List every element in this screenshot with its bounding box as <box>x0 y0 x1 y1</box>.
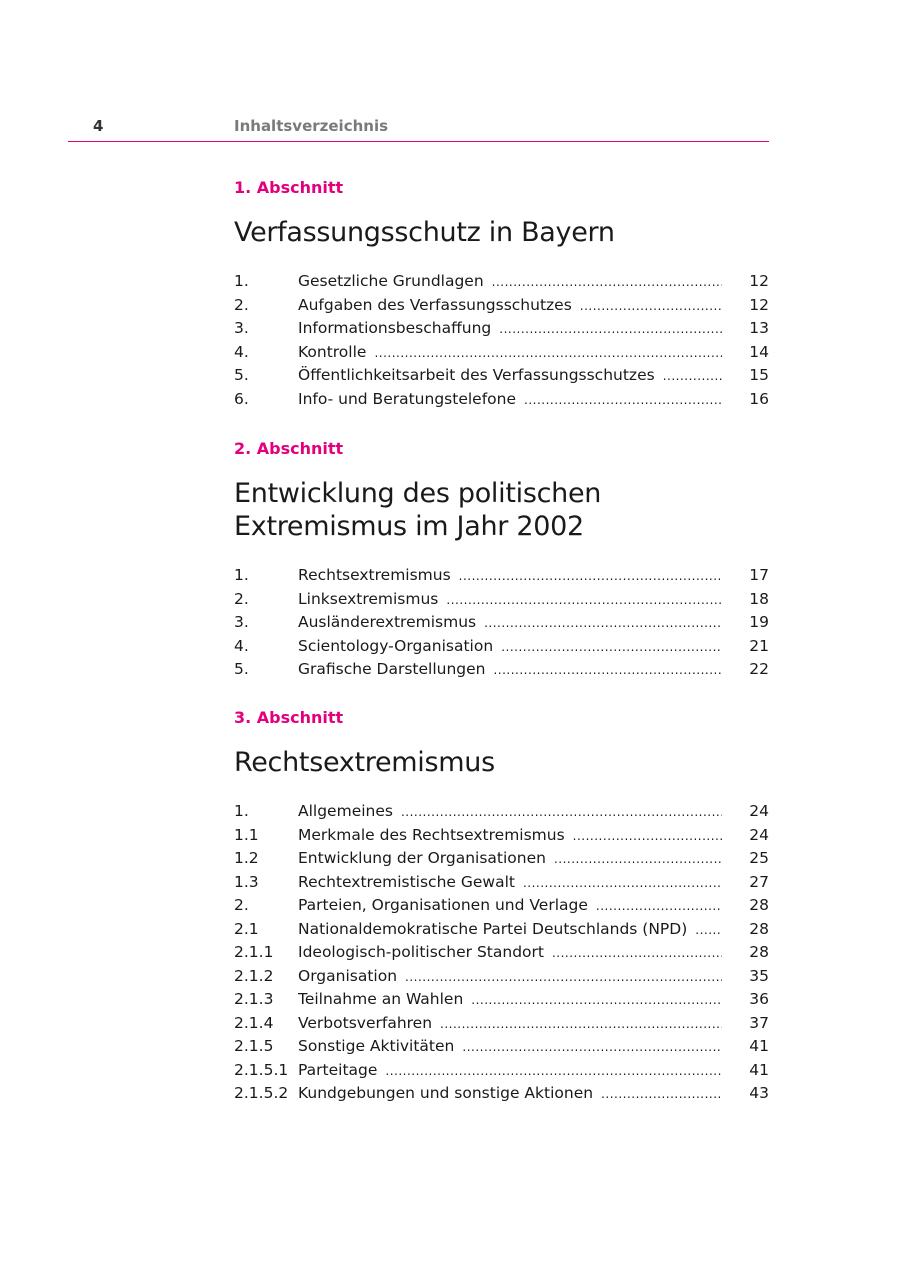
toc-entry-main <box>298 1035 722 1060</box>
dot-leader <box>462 1036 722 1060</box>
toc-entry-title: Parteitage <box>298 1060 378 1079</box>
toc-entry-number: 3. <box>234 319 249 337</box>
toc-entry-title: Scientology-Organisation <box>298 636 494 655</box>
toc-entry-title: Kundgebungen und sonstige Aktionen <box>298 1084 594 1102</box>
toc-entry-number: 2.1 <box>234 919 259 938</box>
section-label: 3. Abschnitt <box>234 708 344 727</box>
toc-entry <box>234 388 769 412</box>
toc-entry-page: 12 <box>749 295 769 314</box>
dot-leader <box>492 271 722 295</box>
toc-entry <box>234 611 769 635</box>
dot-leader <box>552 942 722 966</box>
toc-entry-page: 43 <box>749 1084 769 1102</box>
toc-entry <box>234 988 769 1012</box>
toc-entry-page: 25 <box>749 849 769 867</box>
toc-entry-number: 2. <box>234 896 249 914</box>
toc-entry-main <box>298 871 722 896</box>
toc-entry-title: Kontrolle <box>298 342 367 361</box>
toc-entry-page: 13 <box>749 319 769 337</box>
toc-entry-number: 1. <box>234 566 249 584</box>
toc-entry-main <box>298 941 722 966</box>
toc-entry-main <box>298 824 722 849</box>
section-title <box>234 216 769 249</box>
dot-leader <box>580 295 722 319</box>
toc-entry-main <box>298 800 722 825</box>
toc-entry-page: 21 <box>749 636 769 655</box>
toc-entry-title: Aufgaben des Verfassungsschutzes <box>298 295 572 314</box>
dot-leader <box>695 919 722 943</box>
toc-entry-page: 37 <box>749 1013 769 1032</box>
section-label: 2. Abschnitt <box>234 439 344 458</box>
toc-entry-title: Entwicklung der Organisationen <box>298 849 546 867</box>
toc-entry-number: 2.1.3 <box>234 990 274 1008</box>
toc-entry-page: 18 <box>749 589 769 608</box>
toc-entry-page: 12 <box>749 272 769 290</box>
toc-entry-title: Teilnahme an Wahlen <box>298 990 464 1008</box>
dot-leader <box>573 825 722 849</box>
toc-entry-main <box>298 270 722 295</box>
page-header <box>68 117 769 142</box>
toc-entry <box>234 871 769 895</box>
toc-entry-main <box>298 965 722 990</box>
toc-entry-page: 24 <box>749 802 769 820</box>
toc-entry <box>234 1035 769 1059</box>
toc-entry <box>234 364 769 388</box>
toc-list <box>234 564 769 682</box>
toc-entry <box>234 658 769 682</box>
dot-leader <box>405 966 722 990</box>
toc-entry-title: Rechtsextremismus <box>298 566 451 584</box>
toc-entry-title: Verbotsverfahren <box>298 1013 433 1032</box>
toc-entry-main <box>298 1012 722 1037</box>
page-number: 4 <box>93 117 104 135</box>
toc-entry-number: 2.1.1 <box>234 943 274 961</box>
toc-entry-title: Nationaldemokratische Partei Deutschlands (NPD) <box>298 919 688 938</box>
toc-entry-page: 36 <box>749 990 769 1008</box>
toc-entry-page: 16 <box>749 389 769 408</box>
dot-leader <box>499 318 722 342</box>
toc-entry-title: Öffentlichkeitsarbeit des Verfassungsschutzes <box>298 366 655 384</box>
toc-entry-title: Ideologisch-politischer Standort <box>298 943 544 961</box>
toc-entry-main <box>298 847 722 872</box>
toc-entry-main <box>298 341 722 366</box>
toc-entry-main <box>298 564 722 589</box>
dot-leader <box>374 342 722 366</box>
dot-leader <box>401 801 722 825</box>
section-title <box>234 746 769 779</box>
toc-entry-number: 3. <box>234 613 249 631</box>
toc-entry <box>234 294 769 318</box>
toc-entry <box>234 341 769 365</box>
toc-entry <box>234 941 769 965</box>
toc-entry-main <box>298 658 722 683</box>
toc-list <box>234 800 769 1106</box>
toc-entry-title: Parteien, Organisationen und Verlage <box>298 896 588 914</box>
toc-entry-page: 27 <box>749 872 769 891</box>
toc-entry-page: 24 <box>749 825 769 844</box>
toc-entry <box>234 965 769 989</box>
section-title-line: Verfassungsschutz in Bayern <box>234 217 615 248</box>
toc-entry-page: 19 <box>749 613 769 631</box>
toc-entry-number: 2.1.2 <box>234 966 274 985</box>
dot-leader <box>459 565 722 589</box>
toc-entry-main <box>298 364 722 389</box>
toc-entry-number: 2. <box>234 589 249 608</box>
section-title-line: Entwicklung des politischen <box>234 478 602 509</box>
toc-entry-main <box>298 317 722 342</box>
toc-entry-title: Sonstige Aktivitäten <box>298 1037 455 1055</box>
toc-list <box>234 270 769 411</box>
dot-leader <box>554 848 722 872</box>
toc-entry-page: 28 <box>749 943 769 961</box>
toc-entry-number: 1. <box>234 272 249 290</box>
toc-entry <box>234 317 769 341</box>
toc-entry-title: Gesetzliche Grundlagen <box>298 272 484 290</box>
toc-entry-number: 1. <box>234 802 249 820</box>
toc-entry <box>234 564 769 588</box>
toc-entry-number: 2.1.5.1 <box>234 1060 289 1079</box>
toc-entry-title: Merkmale des Rechtsextremismus <box>298 825 565 844</box>
toc-entry-main <box>298 588 722 613</box>
toc-entry-title: Allgemeines <box>298 802 393 820</box>
toc-entry-page: 22 <box>749 660 769 678</box>
dot-leader <box>471 989 722 1013</box>
toc-entry <box>234 894 769 918</box>
toc-entry-number: 1.3 <box>234 872 259 891</box>
toc-entry-main <box>298 611 722 636</box>
toc-entry-main <box>298 1059 722 1084</box>
toc-entry-title: Info- und Beratungstelefone <box>298 389 516 408</box>
toc-entry-page: 28 <box>749 896 769 914</box>
toc-entry-title: Informationsbeschaffung <box>298 319 492 337</box>
toc-entry-number: 2. <box>234 295 249 314</box>
toc-entry-number: 2.1.5 <box>234 1037 274 1055</box>
section-title-line: Extremismus im Jahr 2002 <box>234 511 584 542</box>
toc-entry-main <box>298 635 722 660</box>
toc-entry-main <box>298 1082 722 1107</box>
toc-entry-page: 17 <box>749 566 769 584</box>
toc-entry <box>234 270 769 294</box>
dot-leader <box>663 365 722 389</box>
toc-entry-number: 2.1.5.2 <box>234 1084 289 1102</box>
section-label: 1. Abschnitt <box>234 178 344 197</box>
toc-entry-number: 4. <box>234 342 249 361</box>
toc-entry-title: Linksextremismus <box>298 589 439 608</box>
dot-leader <box>493 659 722 683</box>
toc-entry-main <box>298 918 722 943</box>
dot-leader <box>385 1060 722 1084</box>
dot-leader <box>524 389 722 413</box>
toc-entry <box>234 847 769 871</box>
toc-entry <box>234 1059 769 1083</box>
toc-entry-number: 4. <box>234 636 249 655</box>
section-3 <box>234 708 769 1106</box>
toc-entry-main <box>298 294 722 319</box>
toc-entry-page: 41 <box>749 1060 769 1079</box>
dot-leader <box>446 589 722 613</box>
toc-entry-page: 14 <box>749 342 769 361</box>
toc-entry-number: 6. <box>234 389 249 408</box>
toc-entry <box>234 918 769 942</box>
toc-entry-number: 1.1 <box>234 825 259 844</box>
running-title: Inhaltsverzeichnis <box>234 117 389 135</box>
toc-entry <box>234 1012 769 1036</box>
section-title <box>234 477 769 543</box>
toc-entry-title: Rechtextremistische Gewalt <box>298 872 515 891</box>
dot-leader <box>501 636 722 660</box>
toc-entry-title: Grafische Darstellungen <box>298 660 486 678</box>
toc-entry-page: 28 <box>749 919 769 938</box>
toc-entry-page: 15 <box>749 366 769 384</box>
section-2 <box>234 439 769 682</box>
toc-entry-title: Ausländerextremismus <box>298 613 477 631</box>
toc-entry <box>234 824 769 848</box>
toc-entry-page: 41 <box>749 1037 769 1055</box>
toc-entry <box>234 588 769 612</box>
section-1 <box>234 178 769 411</box>
dot-leader <box>440 1013 722 1037</box>
toc-entry-page: 35 <box>749 966 769 985</box>
toc-entry-title: Organisation <box>298 966 398 985</box>
toc-entry <box>234 1082 769 1106</box>
toc-entry-main <box>298 988 722 1013</box>
toc-entry <box>234 800 769 824</box>
dot-leader <box>596 895 722 919</box>
toc-entry <box>234 635 769 659</box>
toc-entry-number: 5. <box>234 366 249 384</box>
toc-entry-main <box>298 388 722 413</box>
toc-entry-number: 1.2 <box>234 849 259 867</box>
toc-entry-number: 5. <box>234 660 249 678</box>
section-title-line: Rechtsextremismus <box>234 747 495 778</box>
dot-leader <box>601 1083 722 1107</box>
dot-leader <box>484 612 722 636</box>
dot-leader <box>523 872 722 896</box>
toc-entry-number: 2.1.4 <box>234 1013 274 1032</box>
toc-entry-main <box>298 894 722 919</box>
